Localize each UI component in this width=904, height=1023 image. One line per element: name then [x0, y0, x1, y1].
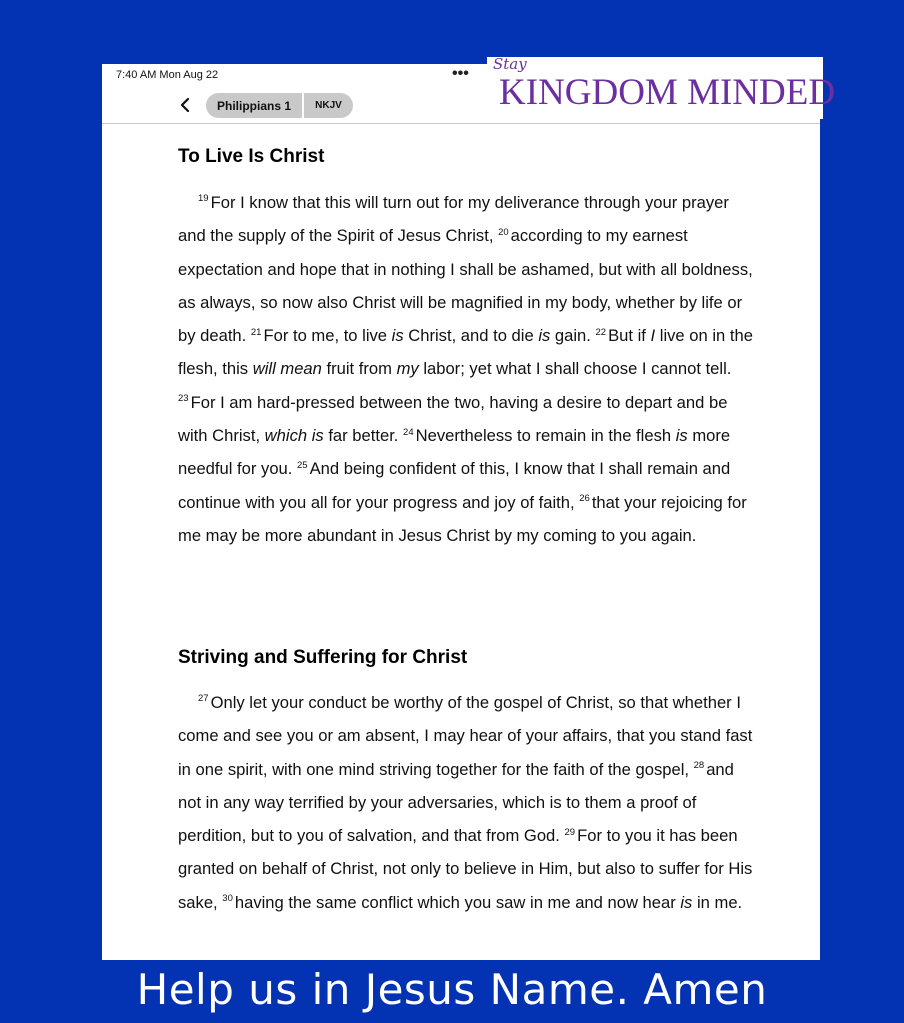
italic-text: my [396, 359, 419, 379]
verse-text: For to you it has been granted on behalf of Christ, not only to believe in Him, but also to suffer for His sake, [178, 826, 753, 912]
italic-text: is [680, 892, 693, 912]
verse-number: 28 [693, 760, 705, 772]
verse-text: Christ, and to die [403, 326, 539, 346]
logo-stay-text: Stay [493, 55, 527, 73]
logo-main-text: KINGDOM MINDED [499, 72, 836, 113]
italic-text: is [538, 326, 551, 346]
section-title: Striving and Suffering for Christ [178, 647, 468, 668]
verse-text: labor; yet what I shall choose I cannot tell. [418, 359, 732, 379]
book-chapter-selector[interactable]: Philippians 1 [206, 93, 302, 118]
verse-text: and not in any way terrified by your adversaries, which is to them a proof of perdition, but to you of salvation, and that from God. [178, 759, 734, 846]
passage-paragraph [178, 686, 758, 919]
verse-text: gain. [550, 326, 596, 346]
reader-screen [102, 64, 820, 960]
verse-number: 19 [198, 193, 209, 205]
verse-text: according to my earnest expectation and hope that in nothing I shall be ashamed, but with all boldness, as always, so now also Christ will be magnified in my body, whether by life or by death. [178, 226, 753, 346]
italic-text: will mean [252, 359, 322, 379]
verse-text: that your rejoicing for me may be more abundant in Jesus Christ by my coming to you again. [178, 492, 747, 545]
verse-text: Nevertheless to remain in the flesh [415, 426, 676, 446]
brand-logo [487, 55, 836, 119]
verse-text: fruit from [321, 359, 397, 379]
nav-divider [102, 123, 820, 124]
verse-text: more needful for you. [178, 426, 731, 479]
verse-text: And being confident of this, I know that I shall remain and continue with you all for your progress and joy of faith, [178, 459, 731, 512]
verse-text: For I know that this will turn out for my deliverance through your prayer and the supply of the Spirit of Jesus Christ, [178, 193, 729, 246]
verse-number: 23 [178, 393, 189, 405]
verse-number: 27 [198, 693, 209, 705]
verse-number: 21 [250, 326, 262, 338]
section-title: To Live Is Christ [178, 146, 325, 167]
verse-text: in me. [692, 892, 743, 912]
verse-number: 20 [498, 226, 509, 238]
italic-text: I [650, 326, 656, 346]
verse-number: 29 [564, 826, 576, 838]
italic-text: is [391, 326, 404, 346]
verse-text: For I am hard-pressed between the two, having a desire to depart and be with Christ, [178, 392, 728, 446]
more-options-icon[interactable]: ••• [452, 65, 469, 82]
italic-text: is [675, 426, 688, 446]
verse-number: 22 [595, 326, 607, 338]
verse-number: 30 [222, 893, 233, 905]
verse-text: having the same conflict which you saw in me and now hear [234, 892, 681, 912]
verse-number: 26 [579, 493, 590, 505]
verse-text: But if [608, 326, 651, 346]
passage-paragraph [178, 186, 758, 552]
status-time-date: 7:40 AM Mon Aug 22 [116, 69, 219, 81]
verse-text: live on in the flesh, this [178, 326, 753, 379]
verse-text: far better. [323, 426, 404, 446]
chevron-left-icon[interactable] [175, 93, 195, 117]
verse-text: For to me, to live [263, 326, 392, 346]
verse-text: Only let your conduct be worthy of the gospel of Christ, so that whether I come and see you or am absent, I may hear of your affairs, that you stand fast in one spirit, with one mind striving together for the faith of the gospel, [178, 693, 753, 779]
verse-number: 25 [297, 459, 308, 471]
prayer-caption: Help us in Jesus Name. Amen [136, 965, 768, 1014]
verse-number: 24 [403, 426, 414, 438]
version-selector[interactable]: NKJV [304, 93, 353, 118]
italic-text: which is [264, 426, 324, 446]
